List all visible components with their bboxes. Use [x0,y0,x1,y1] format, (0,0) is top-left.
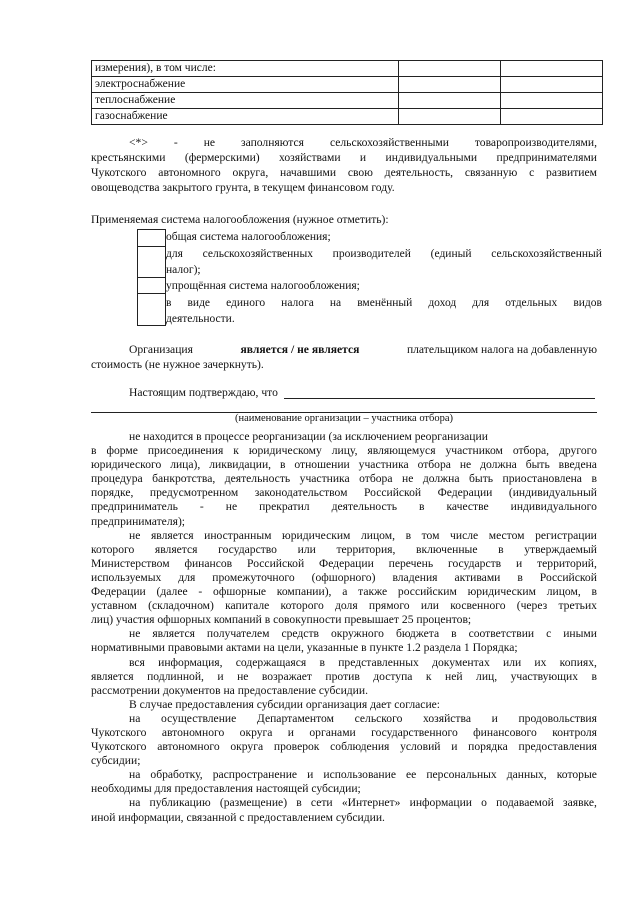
vat-suffix: плательщиком налога на добавленную [406,343,597,356]
word: лицу, [331,444,358,458]
word: предприниматель [91,500,178,514]
word: - [173,136,178,149]
word: ее [406,768,417,782]
word: территорий, [537,556,597,570]
word: средств [281,627,319,641]
word: Российской [539,570,597,584]
word: вся [129,655,145,669]
note-line [91,165,597,180]
body-line [91,656,597,670]
word: и [516,556,523,570]
word: заполняются [241,136,304,149]
word: связанную [464,166,518,179]
word: не [225,500,238,514]
word: использование [323,768,396,782]
body-line [91,740,597,754]
word: Федерации [91,585,146,599]
vat-line [91,342,597,357]
word: в [319,655,325,669]
utilities-table [91,60,603,125]
word: окружного [330,627,384,641]
word: лица), [170,458,201,472]
word: против [325,669,360,683]
word: для [178,570,196,584]
word: и [491,711,498,725]
note-line [91,135,597,150]
word: продовольствия [518,711,597,725]
word: налога [281,297,314,309]
word: к [425,669,432,683]
word: информации [409,796,472,810]
word: Российской [247,556,305,570]
word: и [287,725,294,739]
word: не [129,528,141,542]
word: или [502,655,522,669]
word: являющемуся [367,444,436,458]
word: сельскохозяйственными [329,136,449,149]
tax-system-title: Применяемая система налогообложения (нужное отметить): [91,213,389,226]
confirm-label: Настоящим подтверждаю, что [129,386,278,399]
word: быть [469,472,494,486]
vat-choice: является / не является [240,343,360,356]
word: видов [573,297,602,309]
footnote-paragraph [91,135,597,195]
body-line [91,529,597,543]
word: Федерации [437,486,493,500]
word: российским [397,585,457,599]
word: деятельность [331,500,398,514]
word: лиц, [476,669,498,683]
word: является [152,627,195,641]
word: не [237,669,249,683]
tax-option-line: налог); [166,264,201,276]
word: округа [239,725,273,739]
word: также [358,585,388,599]
word: порядке, [91,486,134,500]
word: в [419,500,425,514]
word: Министерством [91,556,170,570]
word: форме [106,444,138,458]
word: вменённый [357,297,413,309]
body-line [91,500,597,514]
word: введена [558,458,597,472]
body-line: В случае предоставления субсидии организация дает согласие: [129,697,441,711]
word: представленных [338,655,419,669]
word: должна [480,458,517,472]
table-cell: измерения), в том числе: [92,61,399,77]
word: компании), [276,585,332,599]
word: с [546,627,552,641]
word: подаваемой [496,796,554,810]
word: Чукотского [91,740,147,754]
word: свою [347,166,373,179]
body-line [91,670,597,684]
word: государственного [371,725,458,739]
table-cell: газоснабжение [92,109,399,125]
word: доля [335,599,358,613]
word: «Интернет» [341,796,401,810]
word: территория, [336,542,396,556]
word: обработку, [150,768,203,782]
word: государство [218,542,277,556]
body-line [91,444,597,458]
word: округа [230,740,264,754]
word: капитале [225,599,270,613]
word: осуществление [161,711,237,725]
word: банкротства, [152,472,216,486]
word: данных, [506,768,547,782]
body-line [91,571,597,585]
note-line [91,150,597,165]
table-cell [399,93,501,109]
word: бюджета [395,627,440,641]
word: другого [559,444,597,458]
word: в [405,528,412,542]
word: индивидуальными [385,151,478,164]
word: округа, [232,166,269,179]
tax-option-label [166,246,602,278]
word: не [401,472,414,486]
word: активами [454,570,501,584]
word: соблюдения [330,740,390,754]
word: или [297,542,316,556]
word: (далее [156,585,188,599]
word: сети [310,796,333,810]
word: автономного [157,740,220,754]
table-cell [501,93,603,109]
word: в [591,472,597,486]
word: отбора, [512,444,550,458]
organization-name-field[interactable] [284,398,595,399]
word: для [472,297,490,309]
word: в [166,297,172,309]
word: и [307,768,314,782]
word: в [591,585,597,599]
word: участвующих [510,669,579,683]
word: утверждаемый [524,542,597,556]
word: деятельность, [384,166,454,179]
word: автономного [161,725,225,739]
body-line: предпринимателя); [91,514,186,528]
word: на [129,796,141,810]
word: предоставления [518,740,597,754]
word: не [203,136,216,149]
word: сельскохозяйственных [202,248,313,260]
word: быть [525,458,550,472]
word: в [91,444,97,458]
table-cell: теплоснабжение [92,93,399,109]
word: иностранным [204,528,272,542]
word: распространение [212,768,298,782]
body-line [91,585,597,599]
word: товаропроизводителями, [474,136,597,149]
tax-option-line: деятельности. [166,313,235,325]
word: содержащаяся [235,655,307,669]
word: условий [400,740,441,754]
word: Департаментом [256,711,334,725]
tax-option-checkbox[interactable] [137,277,166,294]
word: государств [448,556,502,570]
table-row [92,93,603,109]
word: (единый [430,248,472,260]
word: деятельность [224,472,291,486]
word: не [129,627,141,641]
tax-option-checkbox[interactable] [137,245,166,278]
word: присоединения [147,444,224,458]
body-line [91,543,597,557]
word: является [91,669,134,683]
word: с [529,166,535,179]
vat-line: стоимость (не нужное зачеркнуть). [91,358,264,371]
body-line: лиц) участия офшорных компаний в совокупности превышает 25 процентов; [91,613,472,627]
word: офшорные [213,585,267,599]
word: заявке, [563,796,597,810]
word: отбора [417,458,451,472]
word: (индивидуальный [508,486,597,500]
table-cell [399,61,501,77]
word: в [296,796,302,810]
body-line [91,557,597,571]
word: документах [432,655,490,669]
word: для [166,248,183,260]
word: является [150,528,194,542]
word: автономного [158,166,221,179]
word: отдельных [505,297,558,309]
body-line: нормативными правовыми актами на цели, указанные в пункте 1.2 раздела 1 Порядка; [91,641,518,655]
word: Чукотского [91,166,147,179]
word: к [233,444,239,458]
tax-option-checkbox[interactable] [137,293,166,326]
word: в [517,570,523,584]
body-line: не находится в процессе реорганизации (за исключением реорганизации [129,430,488,443]
word: лицом, [546,585,581,599]
tax-option-label: упрощённая система налогообложения; [166,280,360,292]
word: и [217,669,224,683]
body-line [91,486,597,500]
word: доступа [373,669,413,683]
body-line: субсидии; [91,754,141,768]
word: уставном [91,599,137,613]
body-line [91,599,597,613]
word: иными [563,627,597,641]
word: числе [450,528,479,542]
word: или [420,599,440,613]
word: и [451,740,458,754]
word: том [421,528,440,542]
word: хозяйствами [279,151,341,164]
word: производителей [332,248,411,260]
word: проверок [273,740,320,754]
word: участника [358,458,409,472]
word: не [459,458,472,472]
tax-option-line [166,295,602,311]
word: юридическому [248,444,322,458]
word: индивидуального [510,500,597,514]
table-cell [501,109,603,125]
table-cell [399,109,501,125]
body-line: необходимы для предоставления настоящей субсидии; [91,782,361,796]
word: публикацию [149,796,211,810]
word: (фермерскими) [184,151,260,164]
table-cell [399,77,501,93]
confirmation-body [91,430,597,825]
word: начавшими [280,166,337,179]
word: (складочном) [148,599,214,613]
word: в [498,542,504,556]
word: финансов [184,556,233,570]
word: (через [516,599,548,613]
word: включенные [416,542,478,556]
word: перечень [388,556,434,570]
word: - [198,585,203,599]
word: хозяйства [423,711,471,725]
word: которые [556,768,597,782]
body-line [91,627,597,641]
word: Российской [363,486,422,500]
body-line [91,472,597,486]
word: является [154,542,198,556]
word: ликвидации, [209,458,272,472]
word: качестве [446,500,489,514]
table-cell [501,61,603,77]
word: которого [280,599,324,613]
word: прямого [368,599,410,613]
note-line [91,180,597,195]
body-line [91,796,597,810]
word: приостановлена [502,472,582,486]
word: развитием [546,166,597,179]
word: законодательством [254,486,348,500]
word: участника [299,472,350,486]
word: возражает [261,669,312,683]
tax-option-line [166,246,602,262]
word: единого [226,297,266,309]
word: копиях, [559,655,597,669]
word: отбора [359,472,393,486]
word: и [359,151,367,164]
word: в [451,627,457,641]
word: подлинной, [147,669,204,683]
word: <*> [129,136,148,149]
word: финансового [473,725,537,739]
body-line: иной информации, связанной с предоставлением субсидии. [91,810,385,824]
word: предусмотренном [149,486,239,500]
vat-prefix: Организация [129,343,193,356]
word: в [279,458,286,472]
table-row [92,109,603,125]
word: Чукотского [91,725,147,739]
table-cell [501,77,603,93]
word: крестьянскими [91,151,166,164]
body-line [91,726,597,740]
word: должна [422,472,460,486]
word: используемых [91,570,162,584]
body-line: рассмотрении документов на предоставление субсидии. [91,683,368,697]
word: соответствии [468,627,535,641]
word: юридическим [282,528,351,542]
word: на [329,297,342,309]
word: получателем [206,627,270,641]
body-line [91,712,597,726]
word: участником [445,444,503,458]
word: сельского [354,711,403,725]
tax-option-label: общая система налогообложения; [166,231,331,243]
word: на [129,768,141,782]
word: прекратил [259,500,310,514]
tax-option-label [166,295,602,327]
word: (размещение) [219,796,288,810]
word: юридического [91,458,162,472]
word: на [129,711,141,725]
word: а [342,585,348,599]
word: косвенного [450,599,506,613]
table-cell: электроснабжение [92,77,399,93]
table-row [92,77,603,93]
word: - [199,500,204,514]
word: процедура [91,472,143,486]
word: владения [392,570,438,584]
word: о [481,796,487,810]
word: регистрации [535,528,597,542]
word: которого [91,542,135,556]
word: в [591,669,597,683]
word: лицом, [360,528,395,542]
word: информация, [158,655,223,669]
word: предпринимателями [496,151,597,164]
word: Федерации [319,556,374,570]
word: органами [309,725,356,739]
word: порядка [468,740,508,754]
body-line [91,458,597,472]
word: виде [187,297,211,309]
vat-paragraph [91,342,597,372]
organization-name-caption: (наименование организации – участника отбора) [234,413,454,424]
word: юридическим [467,585,536,599]
word: ней [445,669,463,683]
word: овощеводства закрытого грунта, в текущем финансовом году. [91,181,395,194]
table-row [92,61,603,77]
word: (офшорного) [311,570,376,584]
word: третьих [558,599,597,613]
word: местом [488,528,525,542]
word: промежуточного [212,570,295,584]
word: доход [428,297,457,309]
word: отношении [294,458,350,472]
word: их [534,655,547,669]
word: сельскохозяйственный [491,248,602,260]
word: контроля [552,725,597,739]
body-line [91,768,597,782]
word: персональных [426,768,497,782]
